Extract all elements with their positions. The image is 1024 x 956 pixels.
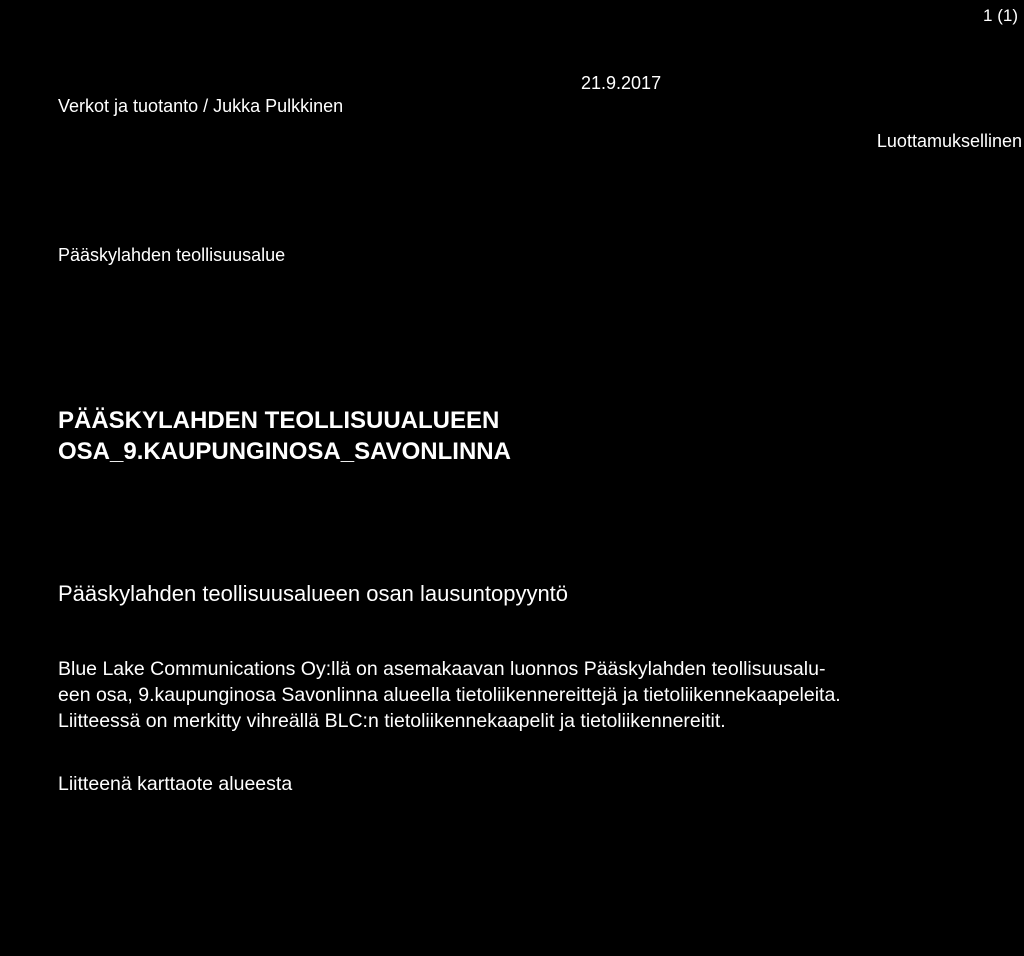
author-line: Verkot ja tuotanto / Jukka Pulkkinen bbox=[58, 96, 344, 116]
body-line-3: Liitteessä on merkitty vihreällä BLC:n tietoliikennekaapelit ja tietoliikennereitit. bbox=[58, 710, 726, 732]
recipient-area: Pääskylahden teollisuusalue bbox=[58, 245, 286, 265]
document-date: 21.9.2017 bbox=[581, 73, 662, 93]
subject-line: Pääskylahden teollisuusalueen osan lausuntopyyntö bbox=[58, 581, 569, 606]
classification-label: Luottamuksellinen bbox=[876, 131, 1022, 151]
body-line-2: een osa, 9.kaupunginosa Savonlinna alueella tietoliikennereittejä ja tietoliikennekaapeleita. bbox=[58, 684, 841, 706]
document-title bbox=[58, 405, 511, 467]
page-number: 1 (1) bbox=[983, 6, 1018, 25]
body-paragraph bbox=[58, 656, 841, 734]
body-line-1: Blue Lake Communications Oy:llä on asemakaavan luonnos Pääskylahden teollisuusalu- bbox=[58, 658, 826, 680]
title-line-1: PÄÄSKYLAHDEN TEOLLISUUALUEEN bbox=[58, 407, 500, 434]
title-line-2: OSA_9.KAUPUNGINOSA_SAVONLINNA bbox=[58, 438, 511, 465]
attachment-note: Liitteenä karttaote alueesta bbox=[58, 773, 293, 795]
